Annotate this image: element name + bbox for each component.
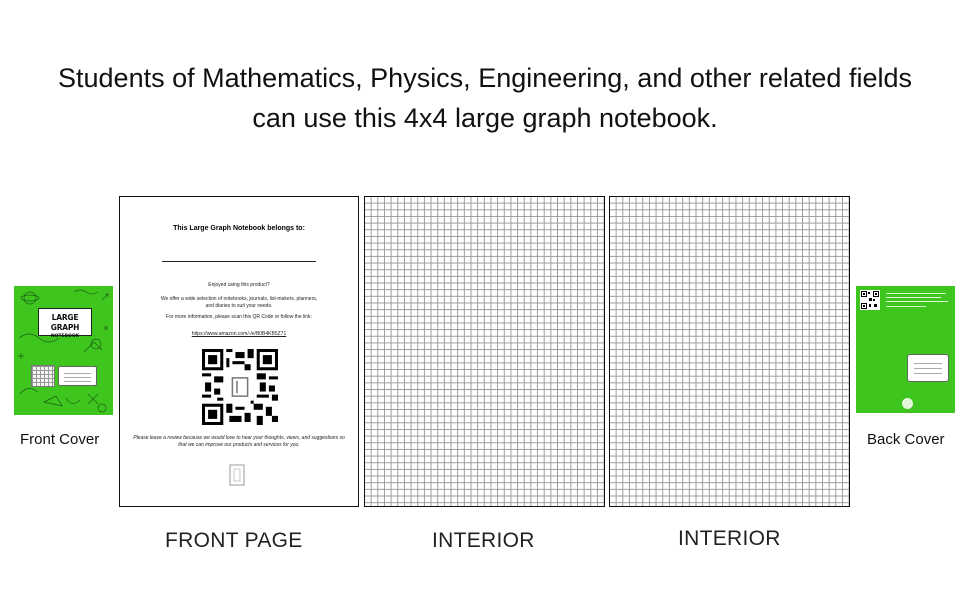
math-doodles-icon <box>14 286 113 415</box>
owner-name-line <box>162 261 316 262</box>
qr-code-icon <box>860 290 880 310</box>
qr-code-icon <box>202 349 278 425</box>
back-cover-name-tag <box>907 354 949 382</box>
front-cover-caption: Front Cover <box>20 431 100 448</box>
cover-title-label <box>38 308 92 339</box>
enjoyed-text: Enjoyed using this product? <box>208 282 270 288</box>
interior-caption: INTERIOR <box>678 527 781 550</box>
front-page-caption: FRONT PAGE <box>165 529 303 552</box>
cover-graph-swatch <box>31 365 55 387</box>
front-cover-thumbnail <box>14 286 113 415</box>
interior-graph-page <box>609 196 850 507</box>
interior-graph-page <box>364 196 605 507</box>
back-cover-thumbnail <box>856 286 955 413</box>
headline <box>0 58 970 138</box>
amazon-link[interactable]: https://www.amazon.com/-/e/B0B4KB5Z71 <box>191 331 287 337</box>
offer-text: We offer a wide selection of notebooks, journals, list-makers, planners, and diaries to suit your needs. <box>160 296 318 309</box>
publisher-logo-icon <box>902 398 913 409</box>
publisher-logo-icon <box>228 463 248 487</box>
review-text: Please leave a review because we would love to hear your thoughts, views, and suggestions so that we can improve our products and services for you. <box>133 435 345 448</box>
back-cover-caption: Back Cover <box>867 431 945 448</box>
headline-line-1: Students of Mathematics, Physics, Engineering, and other related fields <box>58 63 912 93</box>
cover-subtitle: NOTEBOOK <box>50 334 80 339</box>
front-page-title: This Large Graph Notebook belongs to: <box>173 225 305 232</box>
cover-title: LARGE GRAPH <box>50 313 80 332</box>
interior-caption: INTERIOR <box>432 529 535 552</box>
front-page-preview <box>119 196 359 507</box>
more-info-text: For more information, please scan this QR Code or follow the link: <box>166 314 312 320</box>
headline-line-2: can use this 4x4 large graph notebook. <box>252 103 718 133</box>
cover-name-tag <box>58 366 97 386</box>
